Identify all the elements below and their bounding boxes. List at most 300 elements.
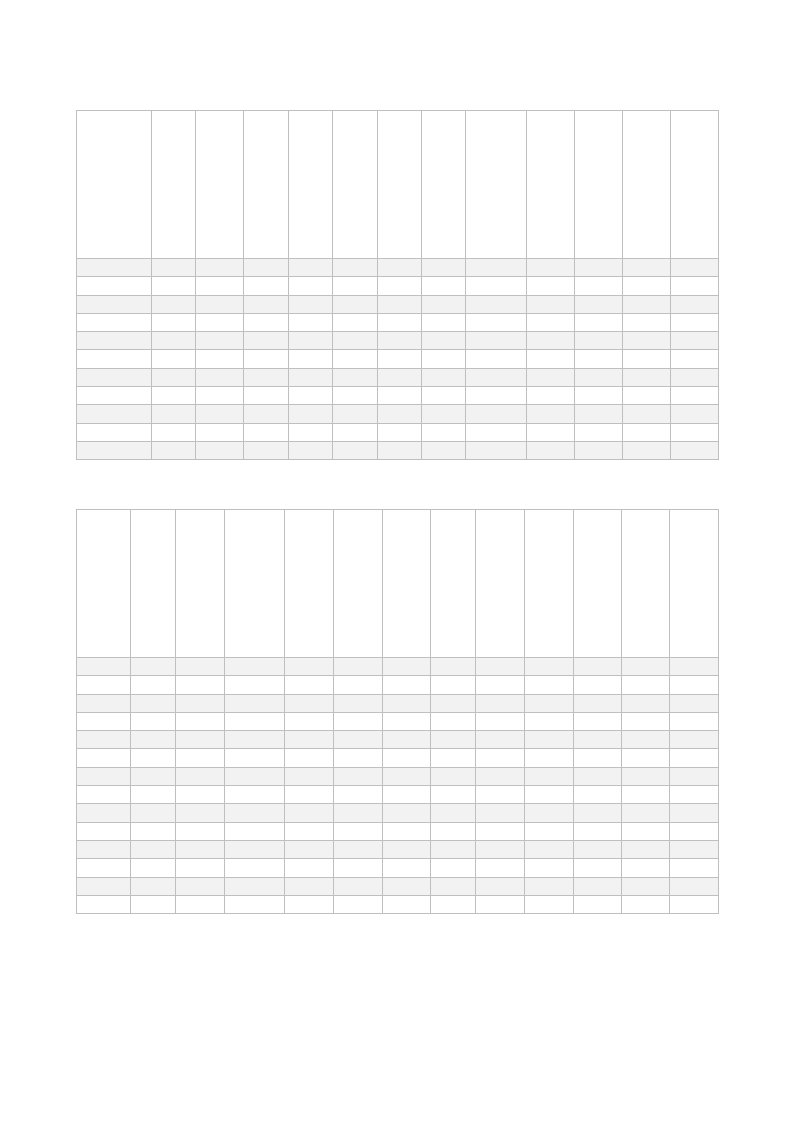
data-cell bbox=[422, 313, 466, 331]
data-cell bbox=[575, 387, 623, 405]
data-cell bbox=[527, 259, 575, 277]
data-cell bbox=[131, 804, 176, 822]
region-cell bbox=[77, 804, 131, 822]
data-cell bbox=[289, 295, 333, 313]
data-cell bbox=[334, 767, 383, 785]
header-studenti-salesiani bbox=[196, 111, 244, 259]
data-cell bbox=[525, 786, 574, 804]
data-cell bbox=[622, 731, 670, 749]
data-cell bbox=[574, 804, 622, 822]
data-cell bbox=[525, 694, 574, 712]
data-cell bbox=[525, 749, 574, 767]
data-cell bbox=[670, 822, 719, 840]
data-cell bbox=[422, 259, 466, 277]
data-cell bbox=[176, 694, 225, 712]
data-cell bbox=[623, 332, 671, 350]
table-row bbox=[77, 767, 719, 785]
data-cell bbox=[623, 295, 671, 313]
region-cell bbox=[77, 259, 152, 277]
data-cell bbox=[525, 859, 574, 877]
table-row bbox=[77, 840, 719, 858]
data-cell bbox=[622, 840, 670, 858]
data-cell bbox=[285, 895, 334, 913]
data-cell bbox=[431, 804, 476, 822]
data-cell bbox=[225, 749, 285, 767]
data-cell bbox=[622, 712, 670, 730]
data-cell bbox=[574, 786, 622, 804]
data-cell bbox=[622, 694, 670, 712]
data-cell bbox=[575, 277, 623, 295]
data-cell bbox=[285, 859, 334, 877]
data-cell bbox=[422, 423, 466, 441]
data-cell bbox=[671, 405, 719, 423]
region-cell bbox=[77, 368, 152, 386]
data-cell bbox=[383, 676, 431, 694]
header-studenti-laici bbox=[575, 111, 623, 259]
header-centro-teologici bbox=[431, 510, 476, 658]
data-cell bbox=[525, 658, 574, 676]
data-cell bbox=[574, 749, 622, 767]
data-cell bbox=[670, 731, 719, 749]
data-cell bbox=[378, 277, 422, 295]
data-cell bbox=[333, 313, 378, 331]
data-cell bbox=[196, 405, 244, 423]
data-cell bbox=[334, 658, 383, 676]
header-professori-non-salesiani bbox=[383, 510, 431, 658]
data-cell bbox=[623, 313, 671, 331]
table-row bbox=[77, 804, 719, 822]
data-cell bbox=[431, 676, 476, 694]
data-cell bbox=[131, 840, 176, 858]
data-cell bbox=[244, 313, 289, 331]
data-cell bbox=[671, 277, 719, 295]
data-cell bbox=[196, 368, 244, 386]
data-cell bbox=[525, 877, 574, 895]
data-cell bbox=[575, 441, 623, 459]
data-cell bbox=[466, 423, 527, 441]
table-row bbox=[77, 295, 719, 313]
data-cell bbox=[623, 259, 671, 277]
data-cell bbox=[527, 387, 575, 405]
data-cell bbox=[131, 731, 176, 749]
region-cell bbox=[77, 387, 152, 405]
data-cell bbox=[289, 368, 333, 386]
data-cell bbox=[383, 749, 431, 767]
data-cell bbox=[334, 804, 383, 822]
data-cell bbox=[574, 676, 622, 694]
data-cell bbox=[476, 877, 525, 895]
data-cell bbox=[466, 350, 527, 368]
data-cell bbox=[225, 895, 285, 913]
data-cell bbox=[378, 368, 422, 386]
data-cell bbox=[152, 405, 196, 423]
data-cell bbox=[378, 387, 422, 405]
data-cell bbox=[525, 895, 574, 913]
data-cell bbox=[622, 767, 670, 785]
data-cell bbox=[527, 368, 575, 386]
data-cell bbox=[574, 877, 622, 895]
data-cell bbox=[527, 295, 575, 313]
data-cell bbox=[622, 658, 670, 676]
header-studenti-non-salesiani bbox=[244, 111, 289, 259]
data-cell bbox=[285, 767, 334, 785]
region-cell bbox=[77, 822, 131, 840]
data-cell bbox=[285, 694, 334, 712]
data-cell bbox=[476, 749, 525, 767]
data-cell bbox=[670, 840, 719, 858]
data-cell bbox=[334, 840, 383, 858]
data-cell bbox=[176, 658, 225, 676]
table-row bbox=[77, 895, 719, 913]
data-cell bbox=[333, 350, 378, 368]
data-cell bbox=[176, 731, 225, 749]
table-body bbox=[77, 658, 719, 914]
region-cell bbox=[77, 877, 131, 895]
data-cell bbox=[152, 387, 196, 405]
region-cell bbox=[77, 277, 152, 295]
data-cell bbox=[131, 749, 176, 767]
data-cell bbox=[575, 295, 623, 313]
header-professori-salesiani bbox=[623, 111, 671, 259]
data-cell bbox=[476, 712, 525, 730]
data-cell bbox=[334, 731, 383, 749]
data-cell bbox=[527, 441, 575, 459]
data-cell bbox=[289, 259, 333, 277]
data-cell bbox=[527, 277, 575, 295]
data-cell bbox=[334, 694, 383, 712]
data-cell bbox=[285, 712, 334, 730]
data-cell bbox=[622, 804, 670, 822]
data-cell bbox=[334, 786, 383, 804]
data-cell bbox=[289, 313, 333, 331]
data-cell bbox=[575, 423, 623, 441]
data-cell bbox=[466, 441, 527, 459]
data-cell bbox=[131, 859, 176, 877]
data-cell bbox=[466, 313, 527, 331]
data-cell bbox=[466, 259, 527, 277]
data-cell bbox=[285, 749, 334, 767]
data-cell bbox=[378, 332, 422, 350]
table-row bbox=[77, 731, 719, 749]
data-cell bbox=[476, 804, 525, 822]
data-cell bbox=[378, 441, 422, 459]
data-cell bbox=[623, 441, 671, 459]
data-cell bbox=[527, 350, 575, 368]
data-cell bbox=[131, 877, 176, 895]
data-cell bbox=[285, 676, 334, 694]
table-row bbox=[77, 332, 719, 350]
data-cell bbox=[131, 786, 176, 804]
data-cell bbox=[574, 658, 622, 676]
data-cell bbox=[152, 277, 196, 295]
data-cell bbox=[383, 786, 431, 804]
data-cell bbox=[525, 731, 574, 749]
data-cell bbox=[575, 368, 623, 386]
data-cell bbox=[476, 694, 525, 712]
region-cell bbox=[77, 295, 152, 313]
table-row bbox=[77, 822, 719, 840]
data-cell bbox=[476, 840, 525, 858]
data-cell bbox=[431, 840, 476, 858]
data-cell bbox=[622, 859, 670, 877]
table-body bbox=[77, 259, 719, 460]
data-cell bbox=[131, 658, 176, 676]
table-row bbox=[77, 387, 719, 405]
region-cell bbox=[77, 405, 152, 423]
data-cell bbox=[525, 676, 574, 694]
data-cell bbox=[671, 350, 719, 368]
data-cell bbox=[383, 767, 431, 785]
data-cell bbox=[431, 822, 476, 840]
data-cell bbox=[378, 350, 422, 368]
data-cell bbox=[422, 405, 466, 423]
data-cell bbox=[131, 822, 176, 840]
data-cell bbox=[334, 895, 383, 913]
data-cell bbox=[152, 259, 196, 277]
data-cell bbox=[622, 822, 670, 840]
header-studenti-non-salesiani bbox=[527, 111, 575, 259]
table-row bbox=[77, 694, 719, 712]
data-cell bbox=[131, 767, 176, 785]
data-cell bbox=[176, 676, 225, 694]
data-cell bbox=[196, 313, 244, 331]
data-cell bbox=[431, 731, 476, 749]
data-cell bbox=[334, 877, 383, 895]
data-cell bbox=[334, 822, 383, 840]
data-cell bbox=[289, 350, 333, 368]
data-cell bbox=[671, 368, 719, 386]
data-cell bbox=[131, 676, 176, 694]
data-cell bbox=[670, 658, 719, 676]
header-studenti-salesiani bbox=[476, 510, 525, 658]
data-cell bbox=[378, 405, 422, 423]
data-cell bbox=[527, 405, 575, 423]
data-cell bbox=[383, 822, 431, 840]
data-cell bbox=[622, 895, 670, 913]
data-cell bbox=[574, 822, 622, 840]
data-cell bbox=[333, 441, 378, 459]
data-cell bbox=[152, 295, 196, 313]
data-cell bbox=[176, 859, 225, 877]
data-cell bbox=[431, 694, 476, 712]
data-cell bbox=[196, 350, 244, 368]
region-cell bbox=[77, 658, 131, 676]
table-row bbox=[77, 405, 719, 423]
data-cell bbox=[244, 423, 289, 441]
table-row bbox=[77, 877, 719, 895]
data-cell bbox=[383, 712, 431, 730]
data-cell bbox=[476, 658, 525, 676]
data-cell bbox=[131, 712, 176, 730]
data-cell bbox=[244, 350, 289, 368]
data-cell bbox=[431, 895, 476, 913]
data-cell bbox=[333, 332, 378, 350]
data-cell bbox=[244, 368, 289, 386]
data-cell bbox=[334, 859, 383, 877]
header-centro-filosofici bbox=[131, 510, 176, 658]
data-cell bbox=[671, 332, 719, 350]
data-cell bbox=[623, 423, 671, 441]
data-cell bbox=[431, 859, 476, 877]
header-studenti-salesiani bbox=[176, 510, 225, 658]
table-row bbox=[77, 712, 719, 730]
data-cell bbox=[476, 676, 525, 694]
data-cell bbox=[670, 676, 719, 694]
data-cell bbox=[466, 332, 527, 350]
data-cell bbox=[289, 423, 333, 441]
data-cell bbox=[176, 804, 225, 822]
data-cell bbox=[289, 332, 333, 350]
data-cell bbox=[289, 277, 333, 295]
data-cell bbox=[670, 895, 719, 913]
table-row bbox=[77, 658, 719, 676]
region-cell bbox=[77, 731, 131, 749]
data-cell bbox=[225, 822, 285, 840]
data-cell bbox=[378, 295, 422, 313]
header-studenti-laici bbox=[574, 510, 622, 658]
data-cell bbox=[476, 786, 525, 804]
data-cell bbox=[622, 786, 670, 804]
data-cell bbox=[422, 387, 466, 405]
data-cell bbox=[670, 767, 719, 785]
data-cell bbox=[383, 840, 431, 858]
header-studenti-non-salesiani bbox=[225, 510, 285, 658]
data-cell bbox=[176, 749, 225, 767]
data-cell bbox=[466, 277, 527, 295]
region-cell bbox=[77, 423, 152, 441]
table-row bbox=[77, 368, 719, 386]
data-cell bbox=[422, 350, 466, 368]
header-studenti-laici bbox=[289, 111, 333, 259]
table-row bbox=[77, 859, 719, 877]
data-cell bbox=[285, 786, 334, 804]
region-cell bbox=[77, 895, 131, 913]
data-cell bbox=[244, 259, 289, 277]
data-cell bbox=[422, 441, 466, 459]
data-cell bbox=[671, 313, 719, 331]
data-cell bbox=[525, 822, 574, 840]
data-cell bbox=[422, 368, 466, 386]
data-cell bbox=[333, 277, 378, 295]
data-cell bbox=[575, 313, 623, 331]
data-cell bbox=[383, 804, 431, 822]
data-cell bbox=[225, 731, 285, 749]
data-cell bbox=[574, 694, 622, 712]
table-row bbox=[77, 423, 719, 441]
data-cell bbox=[196, 332, 244, 350]
data-cell bbox=[131, 895, 176, 913]
data-cell bbox=[225, 694, 285, 712]
data-cell bbox=[431, 712, 476, 730]
table-row bbox=[77, 277, 719, 295]
data-cell bbox=[466, 387, 527, 405]
data-cell bbox=[289, 387, 333, 405]
data-cell bbox=[622, 877, 670, 895]
data-cell bbox=[225, 676, 285, 694]
data-cell bbox=[431, 877, 476, 895]
data-cell bbox=[333, 368, 378, 386]
region-cell bbox=[77, 332, 152, 350]
region-cell bbox=[77, 676, 131, 694]
data-cell bbox=[285, 804, 334, 822]
data-cell bbox=[466, 368, 527, 386]
survey-table-1 bbox=[76, 110, 719, 460]
data-cell bbox=[575, 350, 623, 368]
region-cell bbox=[77, 441, 152, 459]
data-cell bbox=[574, 859, 622, 877]
data-cell bbox=[285, 731, 334, 749]
data-cell bbox=[285, 840, 334, 858]
data-cell bbox=[333, 387, 378, 405]
header-professori-non-salesiani bbox=[670, 510, 719, 658]
header-centro-filosofici bbox=[152, 111, 196, 259]
data-cell bbox=[623, 368, 671, 386]
data-cell bbox=[152, 350, 196, 368]
data-cell bbox=[244, 332, 289, 350]
data-cell bbox=[575, 405, 623, 423]
region-cell bbox=[77, 694, 131, 712]
data-cell bbox=[176, 840, 225, 858]
data-cell bbox=[152, 368, 196, 386]
data-cell bbox=[225, 804, 285, 822]
data-cell bbox=[285, 877, 334, 895]
data-cell bbox=[334, 676, 383, 694]
data-cell bbox=[225, 859, 285, 877]
data-cell bbox=[575, 259, 623, 277]
table-row bbox=[77, 441, 719, 459]
data-cell bbox=[670, 859, 719, 877]
header-regioni bbox=[77, 111, 152, 259]
table-row bbox=[77, 313, 719, 331]
data-cell bbox=[574, 895, 622, 913]
header-centro-teologici bbox=[422, 111, 466, 259]
data-cell bbox=[670, 786, 719, 804]
table-row bbox=[77, 676, 719, 694]
data-cell bbox=[670, 712, 719, 730]
data-cell bbox=[476, 731, 525, 749]
data-cell bbox=[383, 895, 431, 913]
data-cell bbox=[671, 387, 719, 405]
data-cell bbox=[431, 767, 476, 785]
region-cell bbox=[77, 859, 131, 877]
data-cell bbox=[152, 313, 196, 331]
region-cell bbox=[77, 749, 131, 767]
data-cell bbox=[623, 350, 671, 368]
data-cell bbox=[196, 295, 244, 313]
header-professori-non-salesiani bbox=[378, 111, 422, 259]
data-cell bbox=[244, 295, 289, 313]
data-cell bbox=[383, 658, 431, 676]
data-cell bbox=[671, 259, 719, 277]
data-cell bbox=[574, 731, 622, 749]
data-cell bbox=[671, 423, 719, 441]
data-cell bbox=[196, 277, 244, 295]
data-cell bbox=[244, 387, 289, 405]
data-cell bbox=[334, 749, 383, 767]
survey-table-2 bbox=[76, 509, 719, 914]
table-row bbox=[77, 749, 719, 767]
header-studenti-salesiani bbox=[466, 111, 527, 259]
data-cell bbox=[289, 405, 333, 423]
data-cell bbox=[131, 694, 176, 712]
data-cell bbox=[244, 405, 289, 423]
data-cell bbox=[196, 441, 244, 459]
data-cell bbox=[289, 441, 333, 459]
data-cell bbox=[623, 387, 671, 405]
table-row bbox=[77, 350, 719, 368]
data-cell bbox=[285, 658, 334, 676]
data-cell bbox=[623, 277, 671, 295]
